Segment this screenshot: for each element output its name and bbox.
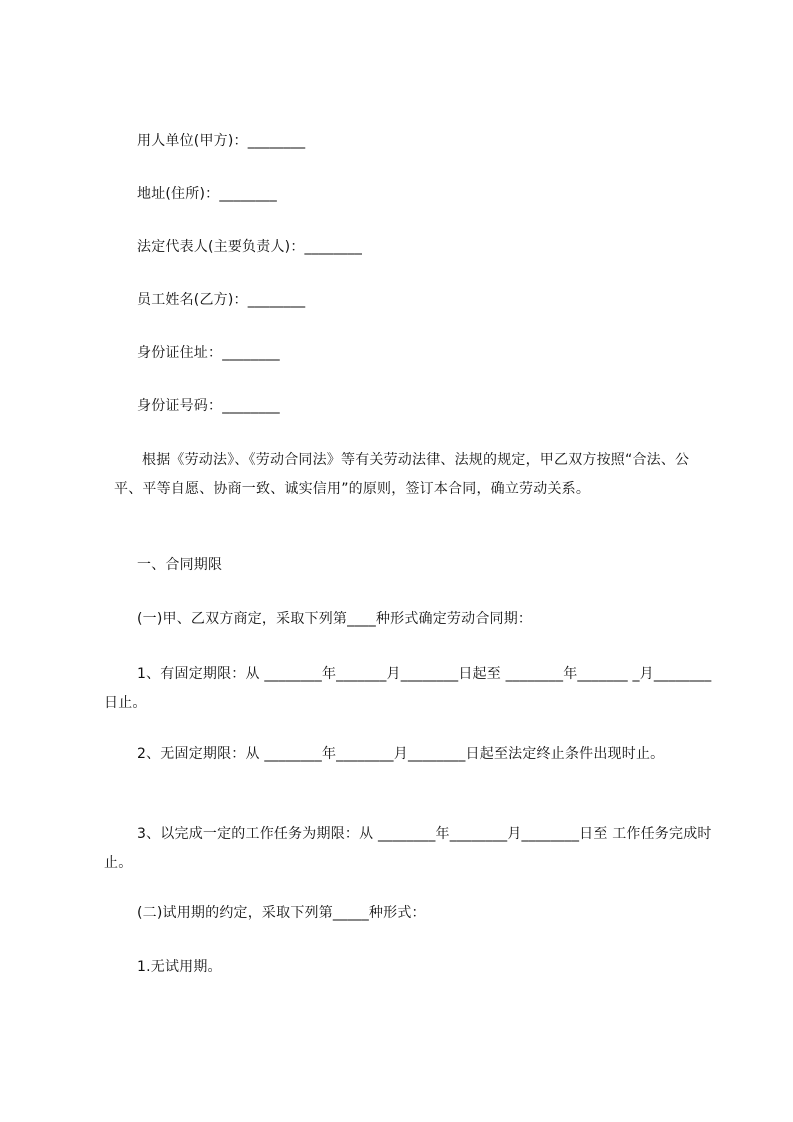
task-based-term-text: 3、以完成一定的工作任务为期限：从 ________年________月________日至 工作任务完成时止。 <box>104 826 712 871</box>
clause-contract-form: (一)甲、乙双方商定，采取下列第____种形式确定劳动合同期： <box>137 611 533 627</box>
task-based-term-item <box>104 820 714 878</box>
open-ended-term-text: 2、无固定期限：从 ________年________月________日起至法定终止条件出现时止。 <box>137 746 665 762</box>
probation-option-none: 1.无试用期。 <box>137 959 222 975</box>
clause-probation: (二)试用期的约定，采取下列第_____种形式： <box>137 905 426 921</box>
id-number-field: 身份证号码：________ <box>137 398 280 414</box>
legal-representative-field: 法定代表人(主要负责人)：________ <box>137 239 363 255</box>
id-address-field: 身份证住址：________ <box>137 345 280 361</box>
employee-name-field: 员工姓名(乙方)：________ <box>137 292 306 308</box>
preamble-text: 根据《劳动法》、《劳动合同法》等有关劳动法律、法规的规定，甲乙双方按照“合法、公平、平等自愿、协商一致、诚实信用”的原则，签订本合同，确立劳动关系。 <box>114 452 690 497</box>
open-ended-term-item <box>104 740 714 769</box>
employer-field: 用人单位(甲方)：________ <box>137 133 306 149</box>
fixed-term-item <box>104 660 714 718</box>
address-field: 地址(住所)：________ <box>137 186 277 202</box>
preamble-paragraph <box>114 446 714 504</box>
section-title-contract-term: 一、合同期限 <box>137 557 223 573</box>
fixed-term-text: 1、有固定期限：从 ________年_______月________日起至 ________年_______ _月________日止。 <box>104 666 712 711</box>
